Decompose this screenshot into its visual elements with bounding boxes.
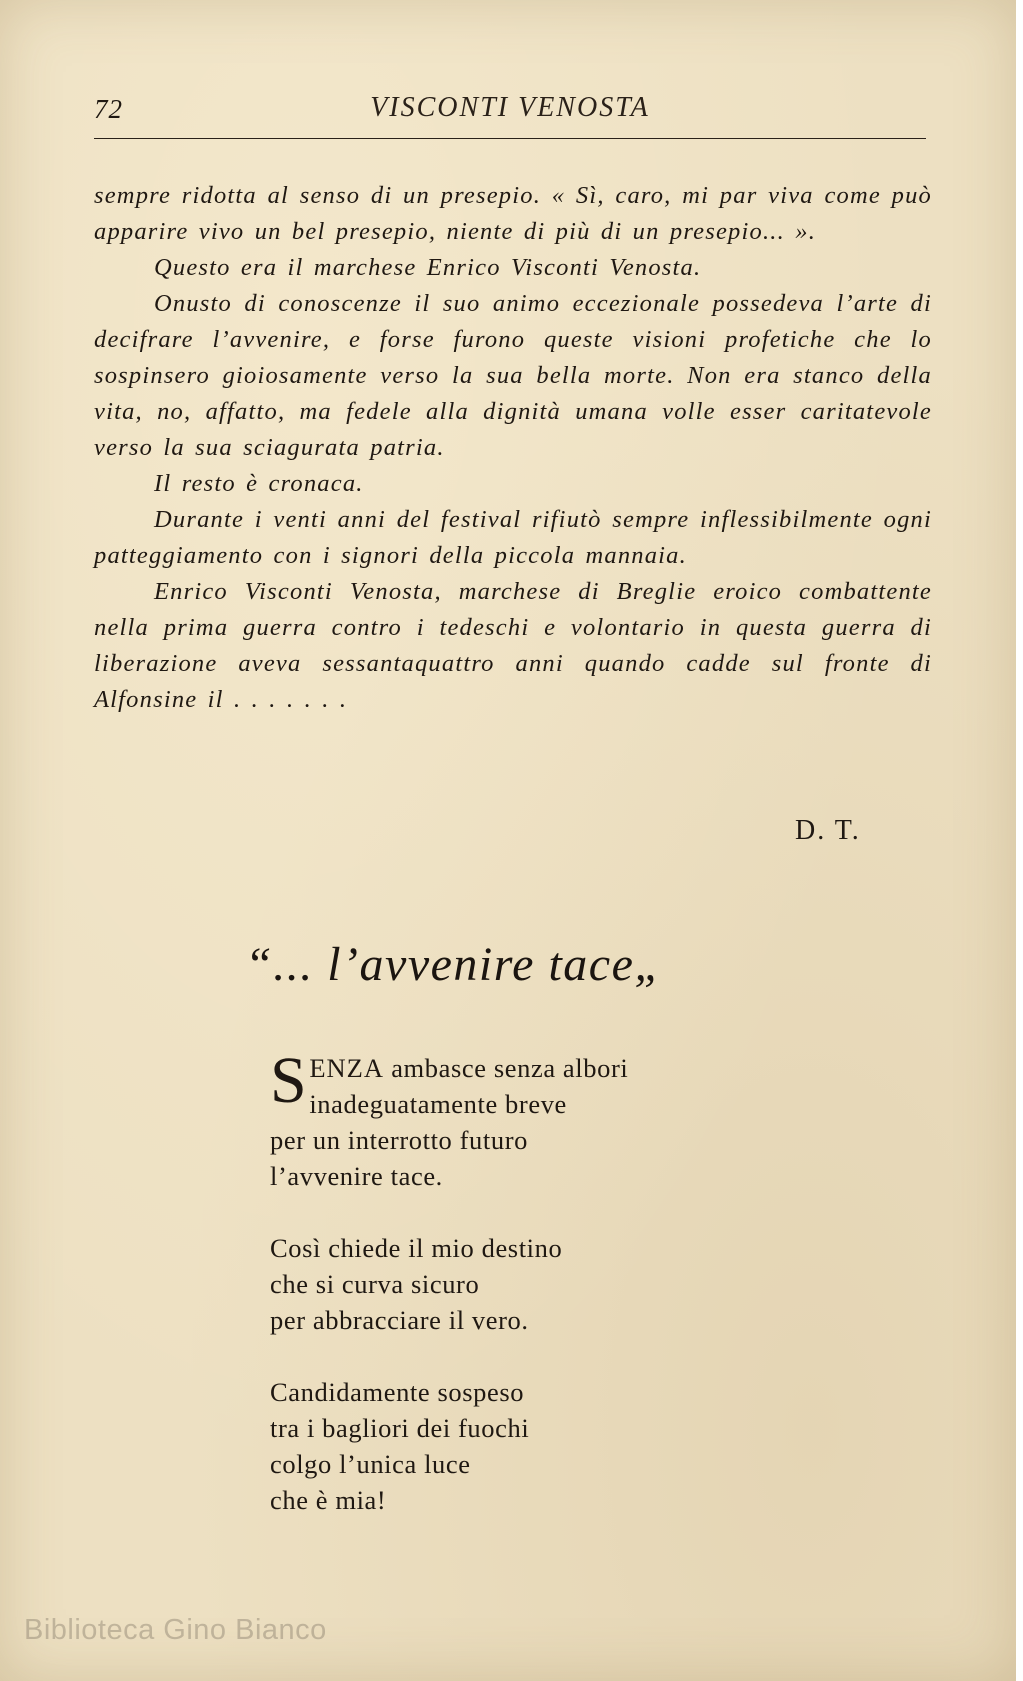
poem-line: l’avvenire tace. [270, 1161, 443, 1191]
poem-stanza [270, 1044, 790, 1194]
poem-stanza [270, 1374, 790, 1518]
paragraph: sempre ridotta al senso di un presepio. « Sì, caro, mi par viva come può apparire vivo un bel presepio, niente di più di un presepio... ». [94, 182, 932, 245]
page-number: 72 [94, 94, 123, 124]
poem-title: “... l’avvenire tace„ [245, 938, 663, 991]
paragraph: Durante i venti anni del festival rifiutò sempre inflessibilmente ogni patteggiamento con i signori della piccola mannaia. [94, 506, 932, 569]
page-header [94, 86, 926, 139]
poem-line: che si curva sicuro [270, 1269, 480, 1299]
paragraph: Questo era il marchese Enrico Visconti Venosta. [154, 254, 702, 281]
poem-line: che è mia! [270, 1485, 387, 1515]
library-watermark: Biblioteca Gino Bianco [24, 1614, 327, 1646]
poem-line: colgo l’unica luce [270, 1449, 471, 1479]
paragraph: Onusto di conoscenze il suo animo eccezionale possedeva l’arte di decifrare l’avvenire, e forse furono queste visioni profetiche che lo sospinsero gioiosamente verso la sua bella morte. Non era stanco della vita, no, affatto, ma fedele alla dignità umana volle esser caritatevole verso la sua sciagurata patria. [94, 290, 932, 461]
poem-line: inadeguatamente breve [309, 1089, 567, 1119]
poem-stanza [270, 1230, 790, 1338]
first-word-smallcaps: ENZA [309, 1053, 384, 1083]
poem-line: Candidamente sospeso [270, 1377, 525, 1407]
poem-line: per abbracciare il vero. [270, 1305, 529, 1335]
drop-cap: S [270, 1044, 308, 1117]
author-signature: D. T. [795, 815, 861, 846]
poem-line: per un interrotto futuro [270, 1125, 528, 1155]
poem-line: tra i bagliori dei fuochi [270, 1413, 530, 1443]
paragraph: Enrico Visconti Venosta, marchese di Breglie eroico combattente nella prima guerra contro i tedeschi e volontario in questa guerra di liberazione aveva sessantaquattro anni quando cadde sul fronte di Alfonsine il . . . . . . . [94, 578, 932, 713]
poem [270, 1044, 790, 1554]
running-head: VISCONTI VENOSTA [370, 92, 650, 123]
paragraph: Il resto è cronaca. [154, 470, 364, 497]
article-text [94, 178, 932, 718]
first-line-text: ambasce senza albori [383, 1053, 629, 1083]
poem-line: Così chiede il mio destino [270, 1233, 563, 1263]
